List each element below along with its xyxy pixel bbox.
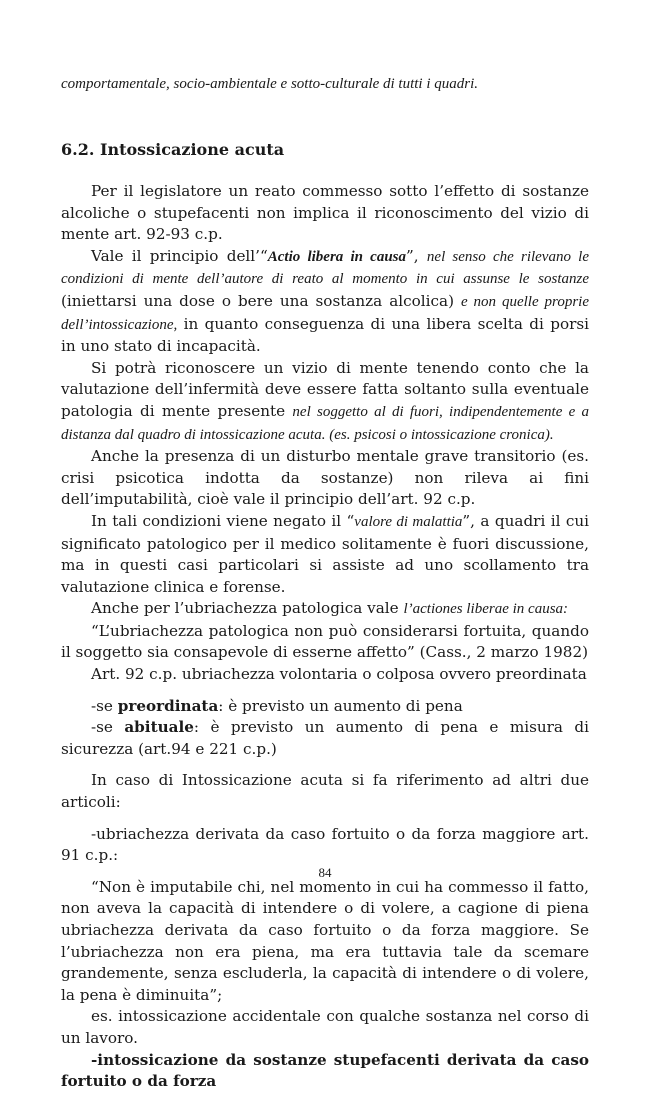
p3-italic-b: nel soggetto al di fuori, indipendentemente e a distanza dal quadro di intossicazione acuta. (es. psicosi o intossicazione cronica). [61,403,589,443]
paragraph-8: Art. 92 c.p. ubriachezza volontaria o colposa ovvero preordinata [91,665,587,684]
paragraph-9: In caso di Intossicazione acuta si fa riferimento ad altri due articoli: [61,771,589,812]
paragraph-11: “Non è imputabile chi, nel momento in cui ha commesso il fatto, non aveva la capacità di intendere o di volere, a cagione di piena ubriachezza derivata da caso fortuito o da forza maggiore. Se l’ubriachezza non era piena, ma era tuttavia tale da scemare grandemente, senza escluderla, la capacità di intendere o di volere, la pena è diminuita”; [61,877,589,1004]
list-item-abituale [61,717,589,760]
paragraph-6 [61,598,589,621]
list2-text-c: : è previsto un aumento di pena e misura di sicurezza (art.94 e 221 c.p.) [61,718,589,758]
p2-italic-f: e non quelle proprie dell’intossicazione, [61,293,589,333]
list2-text-a: -se [91,718,125,737]
list1-text-c: : è previsto un aumento di pena [218,696,463,715]
p2-italic-d: nel senso che rilevano le condizioni di mente dell’autore di reato al momento in cui assunse le sostanze [61,248,589,288]
body-text [61,181,589,1093]
paragraph-1: Per il legislatore un reato commesso sotto l’effetto di sostanze alcoliche o stupefacenti non implica il riconoscimento del vizio di mente art. 92-93 c.p. [61,182,589,244]
paragraph-7: “L’ubriachezza patologica non può considerarsi fortuita, quando il soggetto sia consapevole di esserne affetto” (Cass., 2 marzo 1982) [61,621,589,662]
paragraph-13: -intossicazione da sostanze stupefacenti derivata da caso fortuito o da forza [61,1050,589,1091]
p6-text-a: Anche per l’ubriachezza patologica vale [91,599,404,618]
section-heading [61,140,589,159]
paragraph-4: Anche la presenza di un disturbo mentale grave transitorio (es. crisi psicotica indotta da sostanze) non rileva ai fini dell’imputabilità, cioè vale il principio dell’art. 92 c.p. [61,447,589,509]
paragraph-12: es. intossicazione accidentale con qualche sostanza nel corso di un lavoro. [61,1007,589,1047]
p6-italic-b: l’actiones liberae in causa: [403,601,569,618]
p3-text-a: Si potrà riconoscere un vizio di mente tenendo conto che la valutazione dell’infermità deve essere fatta soltanto sulla eventuale patologia di mente presente [61,358,589,420]
p2-actio-term: Actio libera in causa [267,248,407,265]
p2-text-a: Vale il principio dell’“ [91,246,268,265]
section-title: 6.2. Intossicazione acuta [61,140,285,159]
p5-text-a: In tali condizioni viene negato il “ [91,511,355,530]
p5-text-c: ”, a quadri il cui significato patologico per il medico solitamente è fuori discussione, ma in questi casi particolari si assiste ad uno scollamento tra valutazione clinica e forense. [61,511,590,596]
p2-text-g: in quanto conseguenza di una libera scelta di porsi in uno stato di incapacità. [61,314,589,356]
p2-text-e: (iniettarsi una dose o bere una sostanza alcolica) [61,291,461,310]
paragraph-10: -ubriachezza derivata da caso fortuito o da forza maggiore art. 91 c.p.: [61,824,589,865]
p2-text-c: ”, [406,246,427,265]
list2-bold: abituale [124,718,194,737]
list-item-preordinata [61,696,589,718]
list1-bold: preordinata [117,696,219,715]
intro-text: comportamentale, socio-ambientale e sotto-culturale di tutti i quadri. [61,76,479,92]
intro-line [61,74,589,96]
paragraph-2 [61,246,589,358]
p5-italic-b: valore di malattia [354,513,463,530]
paragraph-5 [61,511,589,598]
page-number: 84 [318,865,332,880]
paragraph-3 [61,358,589,446]
list1-text-a: -se [91,696,118,715]
